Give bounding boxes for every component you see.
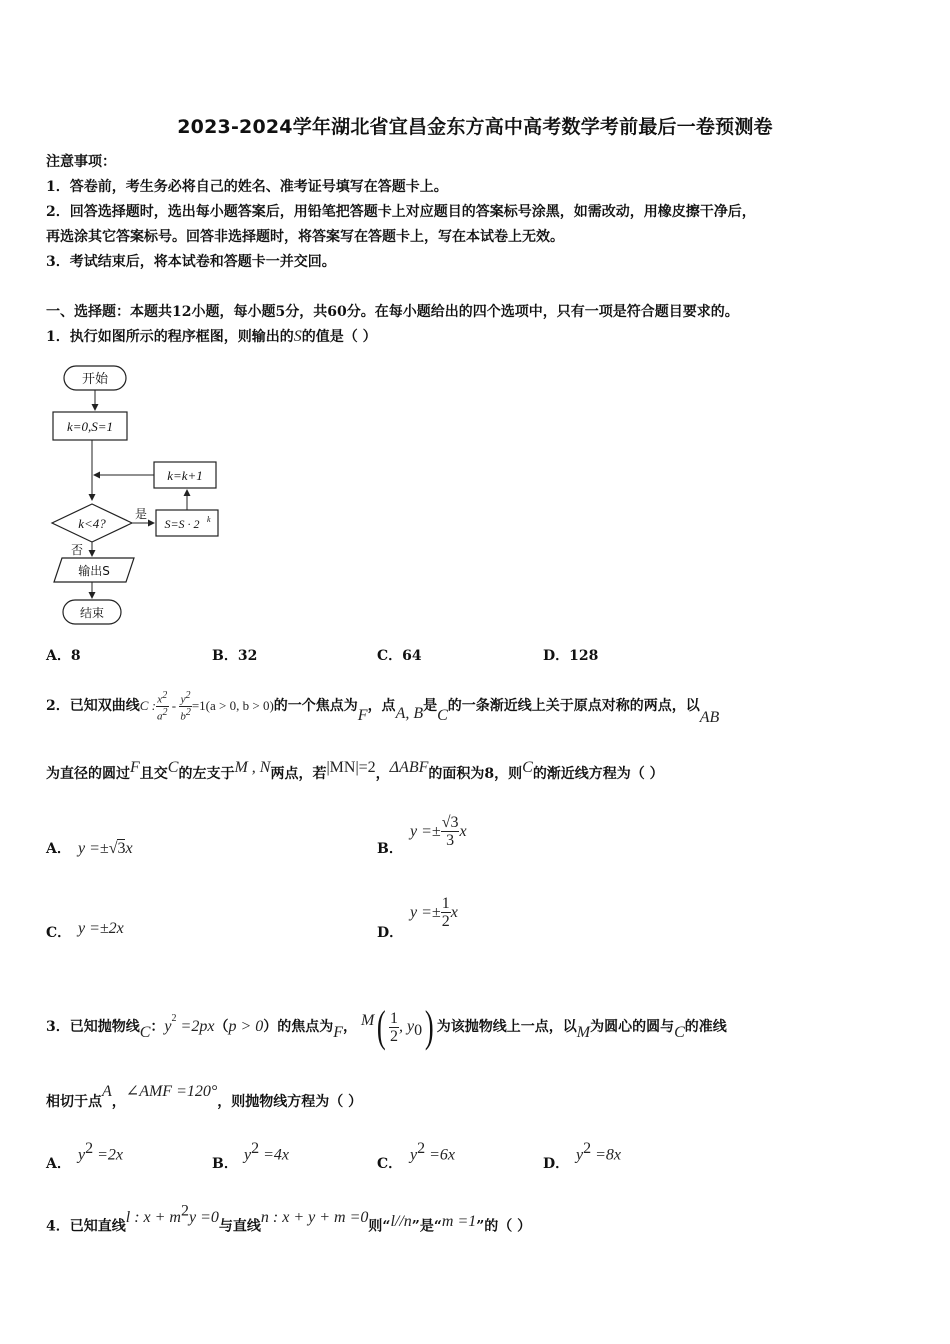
q2-d-lhs: y =± <box>410 904 441 921</box>
q3-point-A: A <box>102 1083 112 1100</box>
flow-no-label: 否 <box>71 543 84 557</box>
q2-text-1: 2．已知双曲线 <box>46 698 140 715</box>
q4-line-n: n : x + y + m =0 <box>260 1209 369 1227</box>
q2-segment-AB: AB <box>699 709 720 727</box>
q3-d-y: y <box>576 1146 584 1164</box>
q2-b-lhs: y =± <box>410 823 441 840</box>
q1-option-b[interactable] <box>212 645 257 665</box>
flow-yes-label: 是 <box>135 507 148 521</box>
q2-curve-C-2: C <box>167 759 179 776</box>
q2-curve: C : <box>139 698 156 714</box>
q3-c-exp: 2 <box>417 1140 426 1157</box>
q3-y0: , y <box>399 1018 415 1035</box>
q2-focus-F-2: F <box>130 759 140 776</box>
program-flowchart <box>46 362 246 632</box>
q3-option-b[interactable] <box>212 1153 238 1173</box>
notice-item-1: 1．答卷前，考生务必将自己的姓名、准考证号填写在答题卡上。 <box>46 179 448 195</box>
q1-option-a[interactable] <box>46 645 81 665</box>
q3-condition: p > 0 <box>228 1018 264 1035</box>
q3-frac-den: 2 <box>390 1027 398 1045</box>
q3-eq-y: y <box>164 1018 172 1035</box>
q3-text-6: 为该抛物线上一点，以 <box>436 1019 577 1035</box>
q3-option-d-label: D． <box>543 1156 570 1172</box>
q3-text-7: 为圆心的圆与 <box>590 1019 675 1035</box>
q4-text-2: 与直线 <box>218 1218 261 1235</box>
q3-a-rhs: =2x <box>93 1146 124 1164</box>
q1-option-c-label: C． <box>377 648 403 664</box>
q2-frac-x: $\frac{x^2}{a^2}$ <box>157 690 168 723</box>
q2-text-8: 的左支于 <box>178 766 235 782</box>
q2-option-d-expr <box>410 895 458 930</box>
q2-text-10: ， <box>375 766 390 782</box>
q3-option-b-label: B． <box>212 1156 238 1172</box>
q2-a-sqrt: √ <box>108 840 118 857</box>
q1-option-a-label: A． <box>46 648 71 664</box>
q1-option-c-value: 64 <box>402 648 422 664</box>
q2-text-4: 是 <box>423 698 438 715</box>
flow-start-text: 开始 <box>81 371 109 386</box>
q4-line-l-exp: 2 <box>180 1203 189 1220</box>
q3-curve-C: C <box>139 1024 151 1041</box>
q2-option-c[interactable] <box>46 922 71 942</box>
q2-text-3: ，点 <box>367 698 396 715</box>
q2-condition: =1(a > 0, b > 0) <box>191 698 274 714</box>
q2-text-6: 为直径的圆过 <box>46 766 130 782</box>
q2-d-den: 2 <box>441 913 450 930</box>
q2-mn-length: |MN|=2 <box>326 759 376 776</box>
q3-option-c-expr <box>410 1140 455 1164</box>
q2-text-7: 且交 <box>139 766 168 782</box>
q3-d-exp: 2 <box>583 1140 592 1157</box>
q3-option-a-expr <box>78 1140 123 1164</box>
q2-a-radicand: 3 <box>117 840 126 857</box>
question-2-stem-line2 <box>46 759 664 784</box>
q2-b-num: √3 <box>441 814 459 831</box>
q3-option-c[interactable] <box>377 1153 402 1173</box>
q4-m-eq: m =1 <box>441 1213 477 1231</box>
q3-option-a[interactable] <box>46 1153 71 1173</box>
q3-frac <box>389 1010 399 1045</box>
q3-focus-F: F <box>333 1024 344 1041</box>
q4-line-l <box>125 1203 219 1227</box>
q3-option-c-label: C． <box>377 1156 403 1172</box>
q3-option-d-expr <box>576 1140 621 1164</box>
q1-option-c[interactable] <box>377 645 422 665</box>
q3-eq-exp: 2 <box>171 1013 177 1025</box>
q3-paren-left: ( <box>377 1002 387 1051</box>
q3-y0-sub: 0 <box>414 1021 423 1039</box>
q3-option-b-expr <box>244 1140 289 1164</box>
q3-text-5: ， <box>343 1019 358 1035</box>
q1-stem-text-a: 1．执行如图所示的程序框图，则输出的 <box>46 329 294 345</box>
q3-curve-C-2: C <box>674 1024 685 1041</box>
q2-text-12: 的渐近线方程为（ ） <box>532 766 664 782</box>
q3-text-10: ， <box>111 1094 126 1110</box>
q2-option-a-expr <box>78 838 133 858</box>
q2-points-AB: A, B <box>395 705 424 723</box>
q3-option-d[interactable] <box>543 1153 569 1173</box>
q2-c-expr: y =±2x <box>78 920 124 937</box>
q3-text-1: 3．已知抛物线 <box>46 1019 140 1035</box>
q2-text-11: 的面积为8，则 <box>428 766 523 782</box>
q4-text-3: 则“ <box>368 1218 391 1235</box>
q2-b-den: 3 <box>446 832 455 849</box>
q2-curve-C-3: C <box>522 759 533 776</box>
q3-option-a-label: A． <box>46 1156 71 1172</box>
q2-text-5: 的一条渐近线上关于原点对称的两点，以 <box>447 698 700 715</box>
question-4-stem <box>46 1203 532 1236</box>
q3-text-3: （ <box>214 1019 229 1035</box>
q2-a-x: x <box>125 840 133 857</box>
question-3-stem-line1 <box>46 1002 727 1051</box>
q3-b-rhs: =4x <box>259 1146 290 1164</box>
q2-option-b[interactable] <box>377 838 403 858</box>
q4-text-1: 4．已知直线 <box>46 1218 126 1235</box>
q2-text-2: 的一个焦点为 <box>273 698 358 715</box>
q1-option-d-label: D． <box>543 648 570 664</box>
q3-b-exp: 2 <box>251 1140 260 1157</box>
q2-a-lhs: y =± <box>78 840 109 857</box>
q3-text-8: 的准线 <box>684 1019 727 1035</box>
flow-output-text: 输出S <box>78 564 110 578</box>
q1-stem-text-b: 的值是（ ） <box>301 329 377 345</box>
q1-option-a-value: 8 <box>70 648 81 664</box>
q2-option-c-expr <box>78 918 124 938</box>
q1-option-d-value: 128 <box>569 648 599 664</box>
q3-angle: ∠AMF =120° <box>125 1083 218 1100</box>
q2-b-x: x <box>459 823 467 840</box>
notice-heading: 注意事项： <box>46 154 116 170</box>
flow-init-text: k=0,S=1 <box>66 419 114 434</box>
notice-item-3: 3．考试结束后，将本试卷和答题卡一并交回。 <box>46 254 336 270</box>
q2-option-b-label: B． <box>377 841 403 857</box>
q1-var: S <box>293 328 302 345</box>
flow-body-text: S=S · 2 <box>164 517 200 531</box>
notice-item-2a: 2．回答选择题时，选出每小题答案后，用铅笔把答题卡上对应题目的答案标号涂黑，如需改动，用橡皮擦干净后， <box>46 204 756 220</box>
q2-curve-C: C <box>437 707 448 725</box>
q3-frac-num: 1 <box>390 1009 398 1027</box>
q2-option-b-expr <box>410 814 467 849</box>
question-3-stem-line2 <box>46 1083 363 1112</box>
q3-b-y: y <box>244 1146 252 1164</box>
flow-end-text: 结束 <box>79 606 105 620</box>
q4-text-5: ”的（ ） <box>476 1218 532 1235</box>
q1-option-d[interactable] <box>543 645 598 665</box>
q3-d-rhs: =8x <box>591 1146 622 1164</box>
q3-text-9: 相切于点 <box>46 1094 102 1110</box>
q2-option-a[interactable] <box>46 838 71 858</box>
q3-text-2: ： <box>150 1019 165 1035</box>
q2-option-d[interactable] <box>377 922 403 942</box>
q2-option-c-label: C． <box>46 925 72 941</box>
flow-body-sup: k <box>207 515 211 524</box>
question-2-stem-line1: 2．已知双曲线C : $\frac{x^2}{a^2}$ - $\frac{y^2}{b^2}$ =1(a > 0, b > 0)的一个焦点为F，点A, B是C的一条渐近线上关于原点对称的两点，以AB <box>46 690 720 727</box>
q3-point-M: M <box>361 1012 375 1029</box>
q3-c-y: y <box>410 1146 418 1164</box>
flow-condition-text: k<4? <box>78 516 106 531</box>
q3-eq-rhs: =2px <box>176 1018 215 1035</box>
q3-a-exp: 2 <box>85 1140 94 1157</box>
q2-points-MN: M , N <box>234 759 271 776</box>
q2-option-a-label: A． <box>46 841 71 857</box>
q2-text-9: 两点，若 <box>270 766 327 782</box>
q2-d-x: x <box>450 904 458 921</box>
q3-a-y: y <box>78 1146 86 1164</box>
flow-update-text: k=k+1 <box>167 468 203 483</box>
q3-c-rhs: =6x <box>425 1146 456 1164</box>
q4-parallel: l//n <box>390 1213 412 1231</box>
q4-line-l-b: y =0 <box>188 1209 219 1227</box>
q2-d-num: 1 <box>441 895 450 912</box>
q1-option-b-value: 32 <box>237 648 258 664</box>
q4-line-l-a: l : x + m <box>125 1209 181 1227</box>
q3-paren-right: ) <box>425 1002 434 1051</box>
q2-b-frac <box>441 814 460 849</box>
q2-frac-y: $\frac{y^2}{b^2}$ <box>180 690 191 723</box>
question-1-stem <box>46 327 377 347</box>
q3-text-11: ，则抛物线方程为（ ） <box>217 1094 363 1110</box>
q3-point-M-2: M <box>576 1024 591 1041</box>
q3-text-4: ）的焦点为 <box>263 1019 334 1035</box>
q2-focus-F: F <box>357 707 368 725</box>
page-title: 2023-2024学年湖北省宜昌金东方高中高考数学考前最后一卷预测卷 <box>177 116 773 138</box>
q2-d-frac <box>441 895 451 930</box>
q1-option-b-label: B． <box>212 648 238 664</box>
notice-item-2b: 再选涂其它答案标号。回答非选择题时，将答案写在答题卡上，写在本试卷上无效。 <box>46 229 564 245</box>
q2-option-d-label: D． <box>377 925 404 941</box>
q4-text-4: ”是“ <box>411 1218 442 1235</box>
section-heading: 一、选择题：本题共12小题，每小题5分，共60分。在每小题给出的四个选项中，只有一项是符合题目要求的。 <box>46 304 739 320</box>
q2-triangle: ΔABF <box>389 759 429 776</box>
